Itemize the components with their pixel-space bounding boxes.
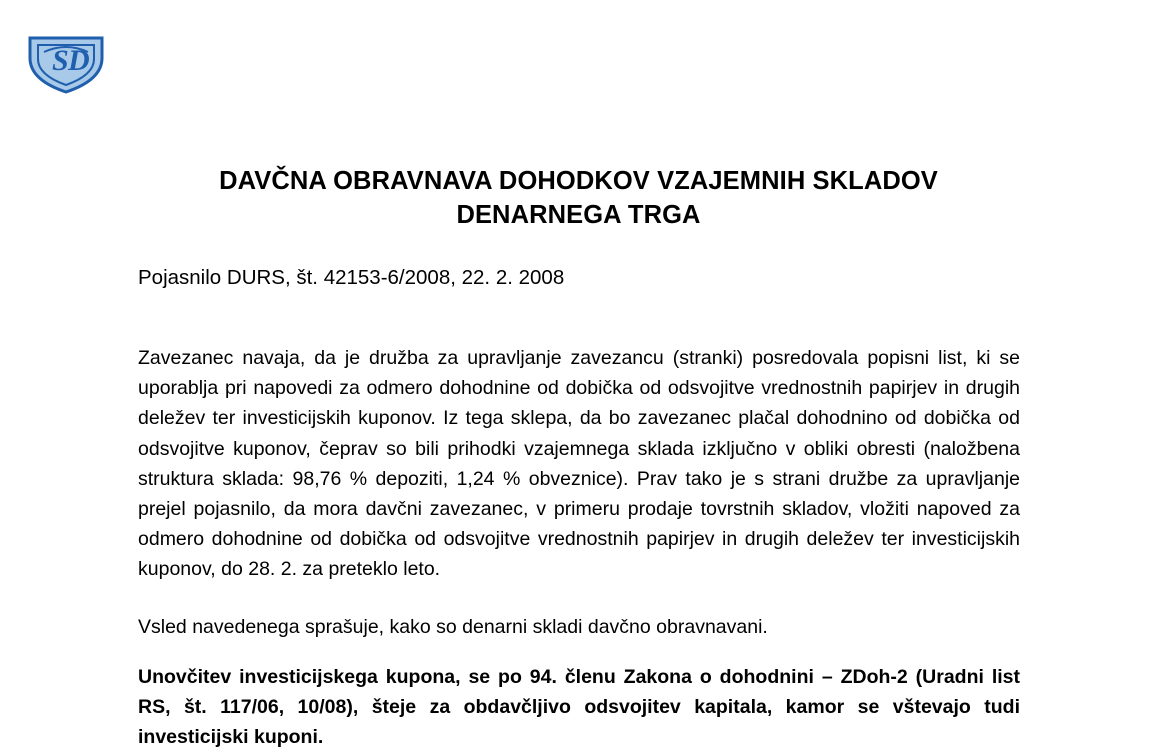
paragraph-3: Unovčitev investicijskega kupona, se po 94. členu Zakona o dohodnini – ZDoh-2 (Uradni list RS, št. 117/06, 10/08), šteje za obdavčljivo odsvojitev kapitala, kamor se vštevajo tudi investicijski kuponi. [138, 666, 1020, 749]
page-title: DAVČNA OBRAVNAVA DOHODKOV VZAJEMNIH SKLADOV DENARNEGA TRGA [219, 167, 938, 229]
paragraph-2: Vsled navedenega sprašuje, kako so denarni skladi davčno obravnavani. [138, 616, 768, 638]
paragraph-1: Zavezanec navaja, da je družba za upravljanje zavezancu (stranki) posredovala popisni list, ki se uporablja pri napovedi za odmero dohodnine od dobička od odsvojitve vrednostnih papirjev in drugih deležev ter investicijskih kuponov. Iz tega sklepa, da bo zavezanec plačal dohodnino od dobička od odsvojitve kuponov, čeprav so bili prihodki vzajemnega sklada izključno v obliki obresti (naložbena struktura sklada: 98,76 % depoziti, 1,24 % obveznice). Prav tako je s strani družbe za upravljanje prejel pojasnilo, da mora davčni zavezanec, v primeru prodaje tovrstnih skladov, vložiti napoved za odmero dohodnine od dobička od odsvojitve vrednostnih papirjev in drugih deležev ter investicijskih kuponov, do 28. 2. za preteklo leto. [138, 347, 1020, 581]
document-reference: Pojasnilo DURS, št. 42153-6/2008, 22. 2. 2008 [138, 266, 565, 289]
sd-shield-logo-icon [22, 28, 110, 96]
svg-text:D: D [68, 44, 90, 77]
svg-text:S: S [52, 44, 69, 77]
